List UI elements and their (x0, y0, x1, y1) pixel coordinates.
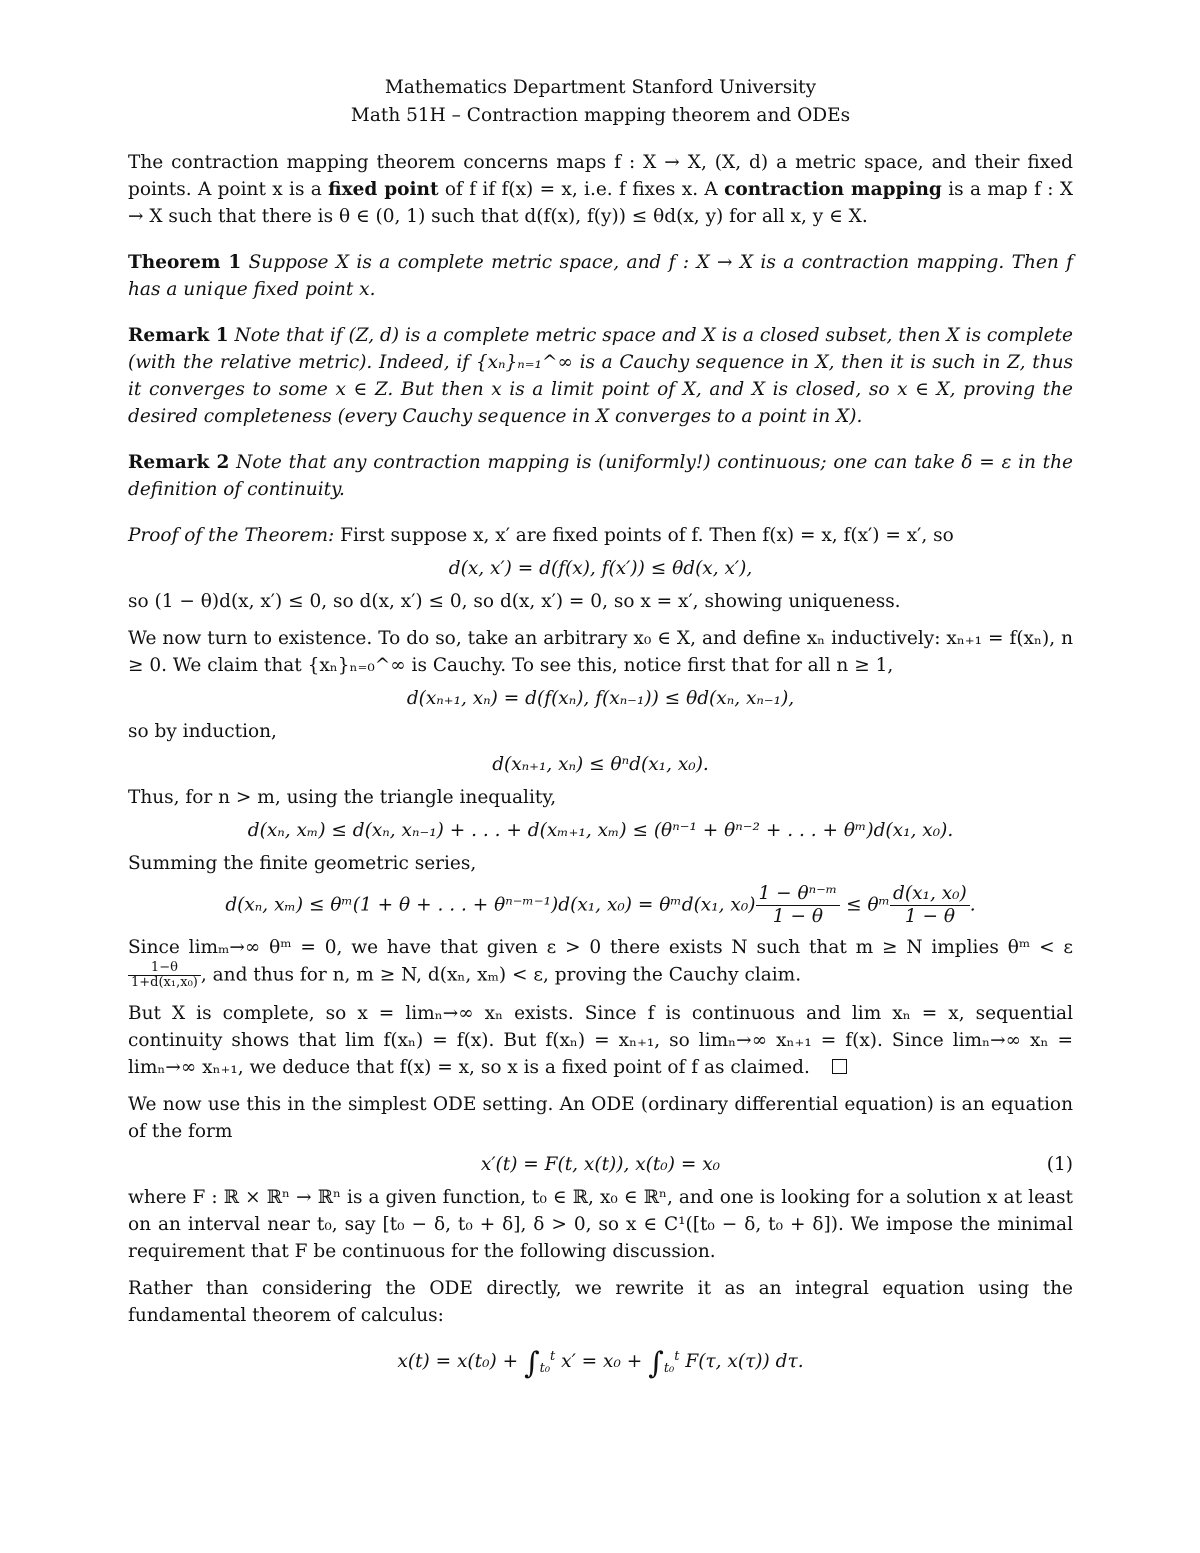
proof-intro (128, 522, 1073, 549)
ode-equation-text: x′(t) = F(t, x(t)), x(t₀) = x₀ (480, 1154, 721, 1175)
ode-integral-intro: Rather than considering the ODE directly, we rewrite it as an integral equation using the fundamental theorem of calculus: (128, 1278, 1073, 1326)
proof-text-7a: Since limₘ→∞ θᵐ = 0, we have that given ε > 0 there exists N such that m ≥ N implies θᵐ < ε (128, 937, 1073, 958)
eq5-frac1-num: 1 − θⁿ⁻ᵐ (756, 883, 841, 906)
proof-conclusion (128, 1000, 1073, 1081)
proof-existence: We now turn to existence. To do so, take an arbitrary x₀ ∈ X, and define xₙ inductively: xₙ₊₁ = f(xₙ), n ≥ 0. We claim that {xₙ}ₙ₌₀^∞ is Cauchy. To see this, notice first that for all n ≥ 1, (128, 628, 1073, 676)
header-line-2: Math 51H – Contraction mapping theorem and ODEs (350, 105, 851, 126)
eq5-left: d(xₙ, xₘ) ≤ θᵐ(1 + θ + . . . + θⁿ⁻ᵐ⁻¹)d(x₁, x₀) = θᵐd(x₁, x₀) (225, 894, 756, 916)
epsilon-frac-num: 1−θ (128, 961, 201, 976)
equation-geometric-series (128, 883, 1073, 928)
integral-1-upper: t (550, 1349, 556, 1364)
epsilon-frac-den: 1+d(x₁,x₀) (131, 975, 198, 990)
qed-square-icon (832, 1059, 847, 1074)
contraction-mapping-term: contraction mapping (724, 179, 942, 200)
page-header (128, 74, 1073, 130)
eq5-frac1-den: 1 − θ (772, 906, 823, 927)
equation-ode (128, 1151, 1073, 1178)
theorem-1 (128, 249, 1073, 303)
eq5-fraction-2 (890, 883, 970, 928)
integral-sign-1-icon: ∫ (523, 1346, 540, 1382)
eq5-fraction-1 (756, 883, 841, 928)
eq-int-b: x′ = x₀ + (555, 1351, 649, 1373)
integral-1-lower: t₀ (539, 1360, 551, 1376)
header-line-1: Mathematics Department Stanford University (384, 77, 817, 98)
remark-2 (128, 449, 1073, 503)
integral-2-upper: t (674, 1349, 680, 1364)
remark-1-label: Remark 1 (128, 325, 229, 346)
equation-induction: d(xₙ₊₁, xₙ) ≤ θⁿd(x₁, x₀). (492, 754, 709, 775)
proof-induction: so by induction, (128, 721, 277, 742)
integral-2-lower: t₀ (663, 1360, 675, 1376)
proof-uniqueness: so (1 − θ)d(x, x′) ≤ 0, so d(x, x′) ≤ 0, so d(x, x′) = 0, so x = x′, showing uniqueness. (128, 591, 901, 612)
proof-geometric: Summing the finite geometric series, (128, 853, 477, 874)
proof-label: Proof of the Theorem: (128, 525, 335, 546)
eq5-frac2-den: 1 − θ (904, 906, 955, 927)
equation-triangle: d(xₙ, xₘ) ≤ d(xₙ, xₙ₋₁) + . . . + d(xₘ₊₁, xₘ) ≤ (θⁿ⁻¹ + θⁿ⁻² + . . . + θᵐ)d(x₁, x₀). (247, 820, 954, 841)
remark-2-label: Remark 2 (128, 452, 230, 473)
remark-2-text: Note that any contraction mapping is (uniformly!) continuous; one can take δ = ε in the definition of continuity. (128, 452, 1073, 500)
epsilon-fraction (128, 961, 201, 990)
eq-int-c: F(τ, x(τ)) dτ. (679, 1351, 804, 1373)
equation-contraction-step: d(xₙ₊₁, xₙ) = d(f(xₙ), f(xₙ₋₁)) ≤ θd(xₙ, xₙ₋₁), (406, 688, 795, 709)
proof-triangle: Thus, for n > m, using the triangle inequality, (128, 787, 557, 808)
proof-text-7b: , and thus for n, m ≥ N, d(xₙ, xₘ) < ε, proving the Cauchy claim. (200, 964, 802, 986)
document-body (128, 74, 1073, 1388)
eq5-mid: ≤ θᵐ (840, 894, 891, 916)
integral-sign-2-icon: ∫ (648, 1346, 664, 1382)
ode-setup: where F : ℝ × ℝⁿ → ℝⁿ is a given function, t₀ ∈ ℝ, x₀ ∈ ℝⁿ, and one is looking for a solution x at least on an interval near t₀, say [t₀ − δ, t₀ + δ], δ > 0, so x ∈ C¹([t₀ − δ, t₀ + δ]). We impose the minimal requirement that F be continuous for the following discussion. (128, 1187, 1073, 1262)
equation-number: (1) (1046, 1154, 1073, 1175)
remark-1-text: Note that if (Z, d) is a complete metric space and X is a closed subset, then X is complete (with the relative metric). Indeed, if {xₙ}ₙ₌₁^∞ is a Cauchy sequence in X, then it is such in Z, thus it converges to some x ∈ Z. But then x is a limit point of X, and X is closed, so x ∈ X, proving the desired completeness (every Cauchy sequence in X converges to a point in X). (128, 325, 1073, 427)
eq5-end: . (969, 894, 976, 916)
equation-integral (128, 1343, 1073, 1382)
theorem-1-text: Suppose X is a complete metric space, and f : X → X is a contraction mapping. Then f has a unique fixed point x. (128, 252, 1074, 300)
equation-uniqueness: d(x, x′) = d(f(x), f(x′)) ≤ θd(x, x′), (448, 558, 753, 579)
fixed-point-term: fixed point (328, 179, 439, 200)
eq-int-a: x(t) = x(t₀) + (397, 1351, 524, 1373)
intro-text-1: The contraction mapping theorem concerns maps f : X → X, (X, d) a metric space, and their fixed points. A point x is a (128, 152, 1073, 200)
ode-intro: We now use this in the simplest ODE setting. An ODE (ordinary differential equation) is an equation of the form (128, 1094, 1073, 1142)
proof-text-8: But X is complete, so x = limₙ→∞ xₙ exists. Since f is continuous and lim xₙ = x, sequential continuity shows that lim f(xₙ) = f(x). But f(xₙ) = xₙ₊₁, so limₙ→∞ xₙ₊₁ = f(x). Since limₙ→∞ xₙ = limₙ→∞ xₙ₊₁, we deduce that f(x) = x, so x is a fixed point of f as claimed. (128, 1003, 1073, 1078)
eq5-frac2-num: d(x₁, x₀) (890, 883, 970, 906)
intro-text-3: is a map f : X → X such that there is θ ∈ (0, 1) such that d(f(x), f(y)) ≤ θd(x, y) for all x, y ∈ X. (128, 179, 1074, 227)
intro-paragraph (128, 149, 1073, 230)
theorem-1-label: Theorem 1 (128, 252, 242, 273)
intro-text-2: of f if f(x) = x, i.e. f fixes x. A (438, 179, 725, 200)
remark-1 (128, 322, 1073, 430)
proof-text-1: First suppose x, x′ are fixed points of f. Then f(x) = x, f(x′) = x′, so (334, 525, 954, 546)
proof-cauchy-claim (128, 934, 1073, 990)
